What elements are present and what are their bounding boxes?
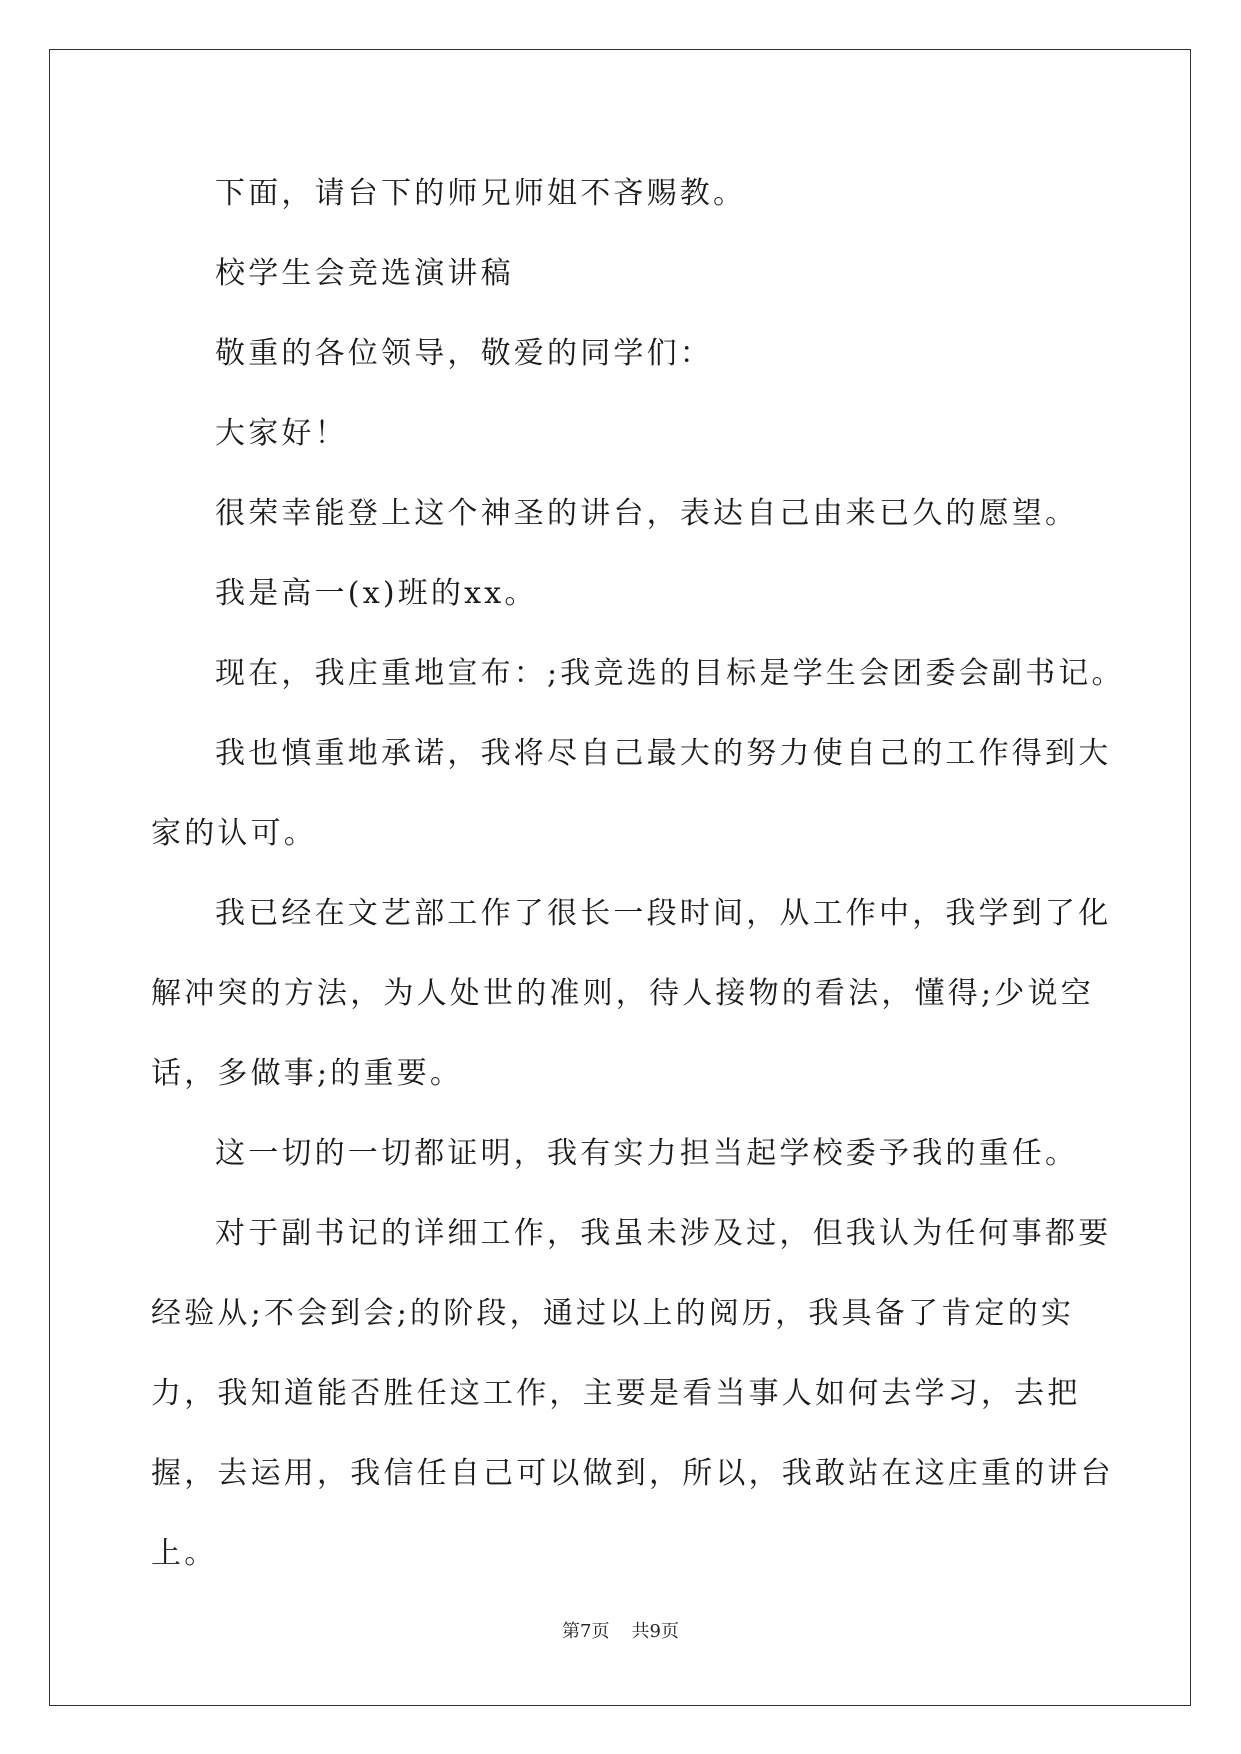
- paragraph-6: 我是高一(x)班的xx。: [215, 576, 538, 611]
- paragraph-1: 下面，请台下的师兄师姐不吝赐教。: [215, 176, 747, 211]
- paragraph-2: 校学生会竞选演讲稿: [215, 256, 514, 291]
- paragraph-3: 敬重的各位领导，敬爱的同学们：: [215, 336, 713, 371]
- paragraph-9: 我已经在文艺部工作了很长一段时间，从工作中，我学到了化解冲突的方法，为人处世的准则，待人接物的看法，懂得;少说空话，多做事;的重要。: [151, 896, 1112, 1091]
- paragraph-11: 对于副书记的详细工作，我虽未涉及过，但我认为任何事都要经验从;不会到会;的阶段，通过以上的阅历，我具备了肯定的实力，我知道能否胜任这工作，主要是看当事人如何去学习，去把握，去运用，我信任自己可以做到，所以，我敢站在这庄重的讲台上。: [151, 1216, 1114, 1571]
- paragraph-10: 这一切的一切都证明，我有实力担当起学校委予我的重任。: [215, 1136, 1079, 1171]
- page-footer: [0, 1617, 1241, 1643]
- paragraph-5: 很荣幸能登上这个神圣的讲台，表达自己由来已久的愿望。: [215, 496, 1079, 531]
- page-number-current: 第7页: [562, 1621, 610, 1642]
- page-number-total: 共9页: [631, 1621, 679, 1642]
- paragraph-7: 现在，我庄重地宣布：;我竞选的目标是学生会团委会副书记。: [215, 656, 1125, 691]
- paragraph-4: 大家好！: [215, 416, 348, 451]
- paragraph-8: 我也慎重地承诺，我将尽自己最大的努力使自己的工作得到大家的认可。: [151, 736, 1112, 851]
- document-body: [151, 154, 1125, 1594]
